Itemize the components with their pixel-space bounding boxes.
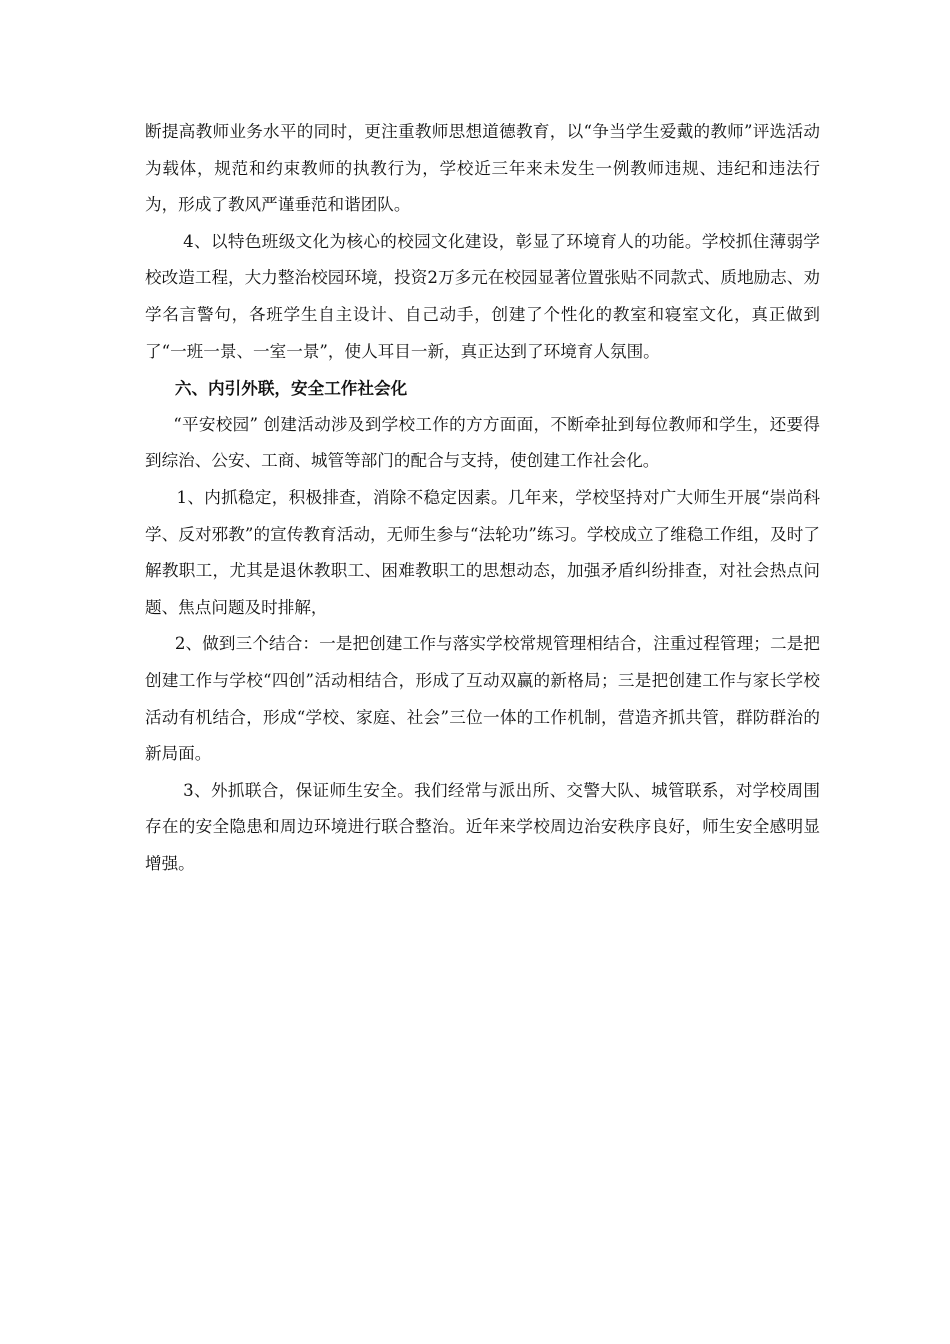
paragraph-safe-campus: “平安校园” 创建活动涉及到学校工作的方方面面，不断牵扯到每位教师和学生，还要得到综治、公安、工商、城管等部门的配合与支持，使创建工作社会化。 <box>145 414 820 471</box>
paragraph-campus-culture: 4、以特色班级文化为核心的校园文化建设，彰显了环境育人的功能。学校抓住薄弱学校改造工程，大力整治校园环境，投资2万多元在校园显著位置张贴不同款式、质地励志、劝学名言警句，各班学生自主设计、自己动手，创建了个性化的教室和寝室文化，真正做到了“一班一景、一室一景”，使人耳目一新，真正达到了环境育人氛围。 <box>145 231 820 361</box>
paragraph-external-cooperation: 3、外抓联合，保证师生安全。我们经常与派出所、交警大队、城管联系，对学校周围存在的安全隐患和周边环境进行联合整治。近年来学校周边治安秩序良好，师生安全感明显增强。 <box>145 780 820 873</box>
document-body <box>145 114 820 882</box>
paragraph-teacher-ethics: 断提高教师业务水平的同时，更注重教师思想道德教育，以“争当学生爱戴的教师”评选活动为载体，规范和约束教师的执教行为，学校近三年来未发生一例教师违规、违纪和违法行为，形成了教风严谨垂范和谐团队。 <box>145 122 820 215</box>
paragraph-three-combinations: 2、做到三个结合：一是把创建工作与落实学校常规管理相结合，注重过程管理；二是把创建工作与学校“四创”活动相结合，形成了互动双赢的新格局；三是把创建工作与家长学校活动有机结合，形成“学校、家庭、社会”三位一体的工作机制，营造齐抓共管，群防群治的新局面。 <box>145 634 820 764</box>
paragraph-stability: 1、内抓稳定，积极排查，消除不稳定因素。几年来，学校坚持对广大师生开展“崇尚科学、反对邪教”的宣传教育活动，无师生参与“法轮功”练习。学校成立了维稳工作组，及时了解教职工，尤其是退休教职工、困难教职工的思想动态，加强矛盾纠纷排查，对社会热点问题、焦点问题及时排解， <box>145 487 820 617</box>
section-heading-safety: 六、内引外联，安全工作社会化 <box>174 378 408 399</box>
